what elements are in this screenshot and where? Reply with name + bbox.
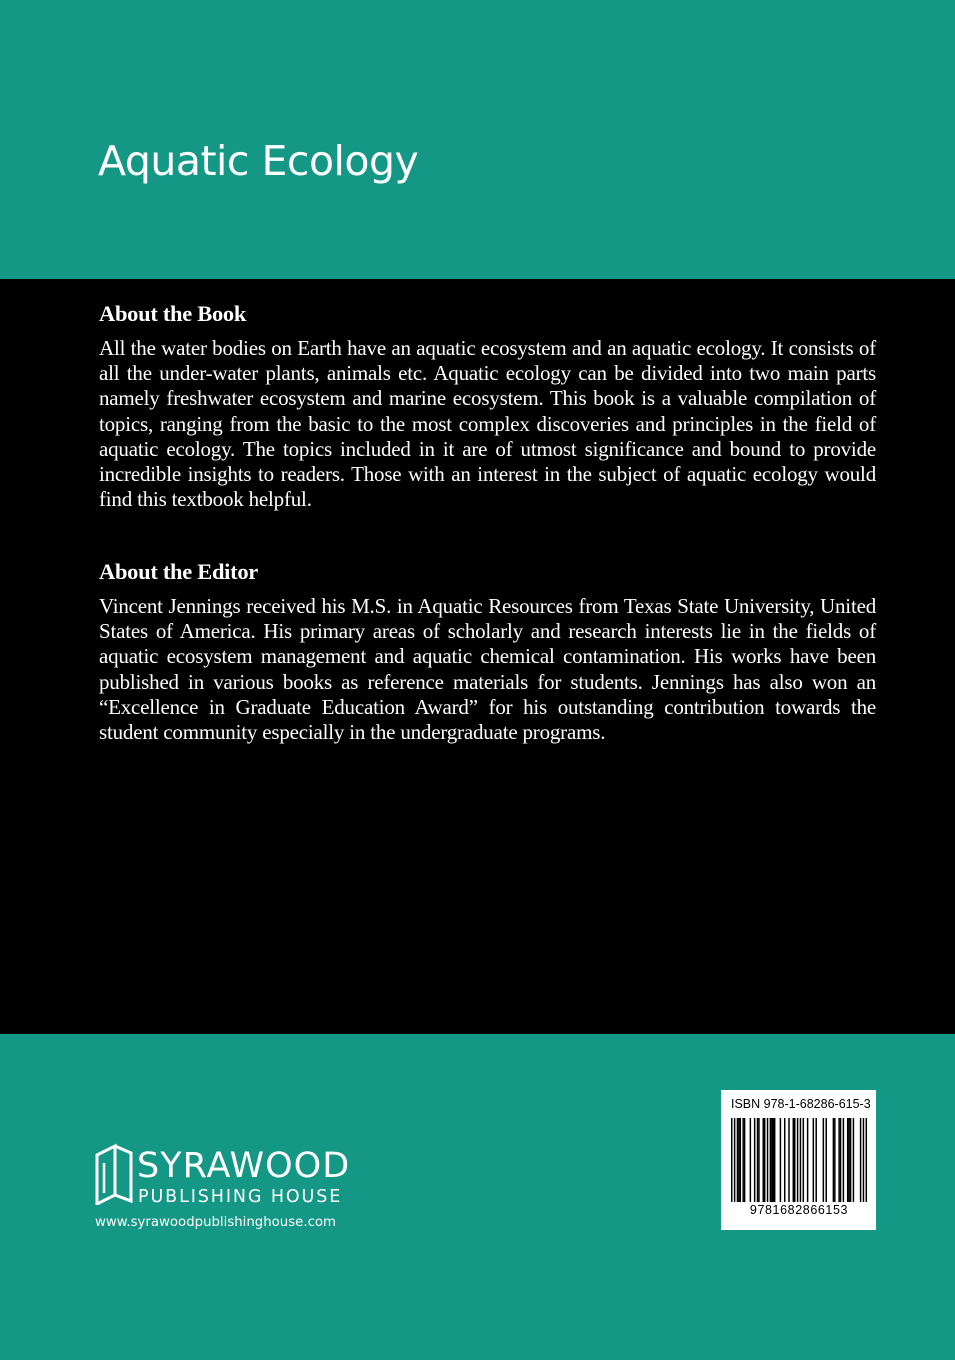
barcode-bar — [825, 1118, 826, 1202]
barcode-bar — [762, 1118, 763, 1202]
barcode-bar — [740, 1118, 741, 1202]
barcode-bar — [800, 1118, 801, 1202]
barcode-bar — [807, 1118, 808, 1202]
barcode-bar — [823, 1118, 824, 1202]
barcode-bar — [834, 1118, 835, 1202]
publisher-name: SYRAWOOD — [137, 1146, 351, 1186]
title-band — [0, 0, 955, 279]
barcode-bar — [850, 1118, 851, 1202]
barcode-digits: 9781682866153 — [749, 1203, 849, 1217]
barcode-bar — [803, 1118, 804, 1202]
barcode-bar — [863, 1118, 864, 1202]
barcode-bar — [788, 1118, 789, 1202]
barcode-bar — [866, 1118, 867, 1202]
barcode-bar — [813, 1118, 814, 1202]
book-title: Aquatic Ecology — [98, 137, 419, 185]
barcode-bar — [815, 1118, 816, 1202]
barcode-bar — [758, 1118, 759, 1202]
barcode-bar — [737, 1118, 738, 1202]
barcode-bar — [793, 1118, 794, 1202]
barcode-bar — [838, 1118, 839, 1202]
about-editor-heading: About the Editor — [99, 559, 258, 584]
barcode-bar — [774, 1118, 775, 1202]
barcode-bar — [754, 1118, 755, 1202]
barcode-bar — [848, 1118, 849, 1202]
book-outline-icon — [95, 1143, 133, 1205]
barcode-bar — [738, 1118, 739, 1202]
barcode-bar — [773, 1118, 774, 1202]
barcode-bars — [731, 1118, 867, 1202]
about-book-text: All the water bodies on Earth have an aquatic ecosystem and an aquatic ecology. It consists of all the under-water plants, animals etc. Aquatic ecology can be divided into two main parts namely freshwater ecosystem and marine ecosystem. This book is a valuable compilation of topics, ranging from the basic to the most complex discoveries and principles in the field of aquatic ecology. The topics included in it are of utmost significance and bound to provide incredible insights to readers. Those with an interest in the subject of aquatic ecology would find this textbook helpful. — [99, 336, 876, 512]
about-editor-section — [99, 558, 876, 745]
barcode-bar — [860, 1118, 861, 1202]
barcode-bar — [797, 1118, 798, 1202]
barcode-bar — [833, 1118, 834, 1202]
isbn-label: ISBN 978-1-68286-615-3 — [731, 1097, 871, 1111]
barcode-bar — [794, 1118, 795, 1202]
barcode-bar — [771, 1118, 772, 1202]
barcode-bar — [770, 1118, 771, 1202]
barcode-bar — [784, 1118, 785, 1202]
barcode-bar — [780, 1118, 781, 1202]
publisher-website: www.syrawoodpublishinghouse.com — [95, 1215, 336, 1230]
barcode-bar — [742, 1118, 743, 1202]
barcode-bar — [840, 1118, 841, 1202]
barcode-bar — [750, 1118, 751, 1202]
barcode-bar — [734, 1118, 735, 1202]
barcode-bar — [764, 1118, 765, 1202]
barcode-bar — [853, 1118, 854, 1202]
about-book-heading: About the Book — [99, 301, 247, 326]
barcode-bar — [744, 1118, 745, 1202]
barcode-bar — [847, 1118, 848, 1202]
barcode-bar — [767, 1118, 768, 1202]
publisher-subtitle: PUBLISHING HOUSE — [138, 1187, 343, 1207]
about-editor-text: Vincent Jennings received his M.S. in Aquatic Resources from Texas State University, United States of America. His primary areas of scholarly and research interests lie in the fields of aquatic ecosystem management and aquatic chemical contamination. His works have been published in various books as reference materials for students. Jennings has also won an “Excellence in Graduate Education Award” for his outstanding contribution towards the student community especially in the undergraduate programs. — [99, 594, 876, 745]
barcode-bar — [843, 1118, 844, 1202]
isbn-barcode — [721, 1090, 876, 1230]
barcode-bar — [731, 1118, 732, 1202]
about-book-section — [99, 300, 876, 512]
barcode-bar — [757, 1118, 758, 1202]
